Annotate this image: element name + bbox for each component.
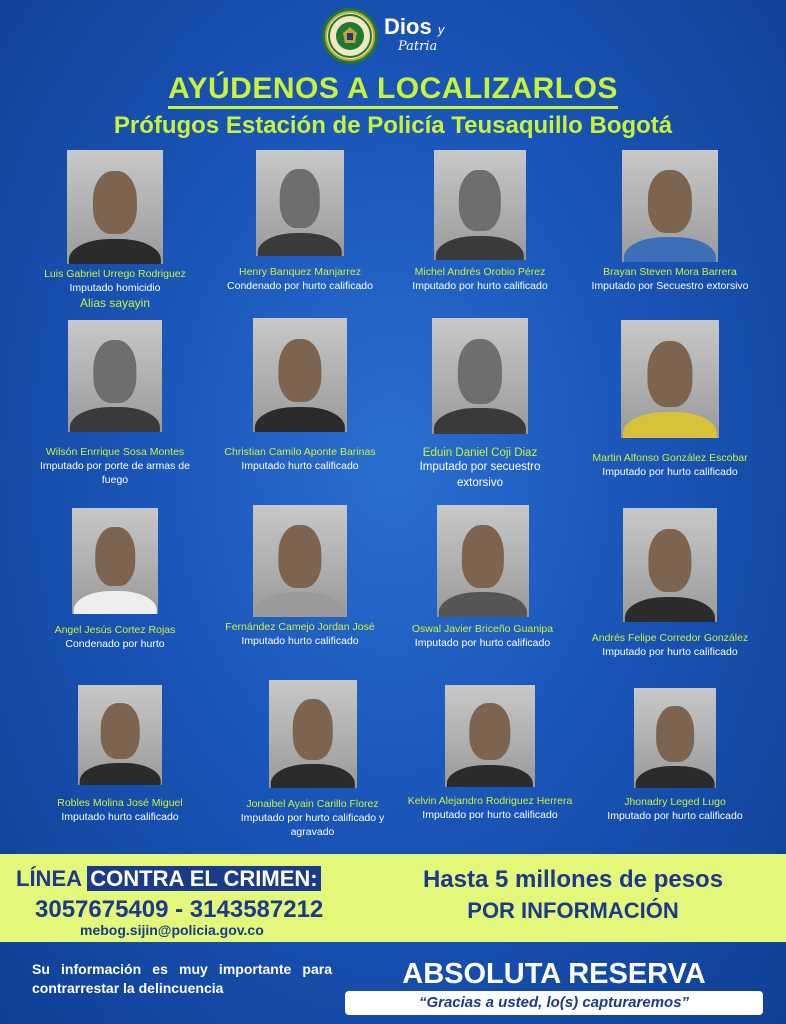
fugitive-charge: Imputado por hurto calificado y agravado [240, 812, 385, 839]
fugitive-photo [622, 150, 718, 262]
fugitive-name: Luis Gabriel Urrego Rodriguez [44, 268, 186, 280]
fugitive-name: Christian Camilo Aponte Barinas [224, 446, 376, 458]
fugitive-charge: Imputado por hurto calificado [602, 646, 738, 659]
fugitive-name: Henry Banquez Manjarrez [239, 266, 361, 278]
fugitive-card [570, 150, 770, 293]
fugitive-charge: Imputado hurto calificado [241, 635, 359, 648]
fugitive-charge: Imputado por hurto calificado [414, 637, 551, 650]
footer-reserva: ABSOLUTA RESERVA [402, 958, 706, 990]
brand-dios: Dios y [384, 14, 445, 39]
fugitive-card [395, 318, 565, 491]
fugitive-name: Robles Molina José Miguel [57, 797, 183, 809]
fugitive-name: Kelvin Alejandro Rodriguez Herrera [407, 795, 573, 807]
fugitive-name: Jonaibel Ayain Carillo Florez [246, 798, 379, 810]
footer-info: Su información es muy importante para contrarrestar la delincuencia [32, 961, 332, 996]
hotline-phones: 3057675409 - 3143587212 [35, 896, 324, 923]
fugitive-photo [437, 505, 529, 617]
fugitive-name: Jhonadry Leged Lugo [624, 796, 726, 808]
fugitive-card [30, 150, 200, 312]
fugitive-photo [78, 685, 162, 785]
fugitive-name: Brayan Steven Mora Barrera [603, 266, 737, 278]
reward-purpose: POR INFORMACIÓN [467, 898, 679, 923]
footer-gracias: “Gracias a usted, lo(s) capturaremos” [345, 991, 763, 1015]
fugitive-name: Martin Alfonso González Escobar [592, 452, 748, 464]
police-seal-icon [322, 8, 378, 64]
brand-patria: Patria [398, 39, 438, 54]
fugitive-card [575, 320, 765, 479]
fugitive-photo [434, 150, 526, 260]
fugitive-charge: Condenado por hurto calificado [227, 280, 373, 293]
reward-amount: Hasta 5 millones de pesos [422, 866, 724, 893]
fugitive-charge: Condenado por hurto [65, 638, 165, 651]
fugitive-card [215, 318, 385, 473]
fugitive-card [215, 150, 385, 293]
fugitive-photo [432, 318, 528, 434]
fugitive-photo [623, 508, 717, 622]
fugitive-card [395, 505, 570, 650]
fugitive-name: Andrés Felipe Corredor González [591, 632, 749, 644]
fugitive-charge: Imputado por hurto calificado [422, 809, 558, 822]
fugitive-photo [68, 320, 162, 432]
hotline-label: LÍNEA CONTRA EL CRIMEN: [16, 866, 321, 892]
fugitive-charge: Imputado por hurto calificado [412, 280, 548, 293]
fugitive-name: Michel Andrés Orobio Pérez [414, 266, 546, 278]
fugitive-photo [621, 320, 719, 438]
fugitive-photo [72, 508, 158, 614]
fugitive-charge: Imputado por secuestro extorsivo [419, 461, 541, 489]
fugitive-photo [445, 685, 535, 787]
page-subtitle: Prófugos Estación de Policía Teusaquillo Bogotá [113, 112, 673, 139]
fugitive-card [220, 680, 405, 839]
fugitive-card [590, 688, 760, 823]
fugitive-card [395, 150, 565, 293]
fugitive-name: Eduin Daniel Coji Diaz [422, 447, 538, 459]
fugitive-photo [253, 505, 347, 617]
fugitive-name: Oswal Javier Briceño Guanipa [411, 623, 554, 635]
contact-email: mebog.sijin@policia.gov.co [80, 922, 264, 938]
fugitive-name: Fernández Camejo Jordan José [225, 621, 375, 633]
fugitive-card [575, 508, 765, 659]
fugitive-card [30, 508, 200, 651]
fugitive-photo [67, 150, 163, 264]
fugitive-charge: Imputado hurto calificado [61, 811, 179, 824]
fugitive-photo [256, 150, 344, 256]
fugitive-charge: Imputado por porte de armas de fuego [39, 460, 190, 487]
page-title: AYÚDENOS A LOCALIZARLOS [0, 72, 786, 106]
fugitive-card [35, 685, 205, 824]
fugitive-charge: Imputado hurto calificado [241, 460, 359, 473]
fugitive-card [30, 320, 200, 487]
fugitive-card [215, 505, 385, 648]
fugitive-name: Wilsón Enrrique Sosa Montes [45, 446, 185, 458]
fugitive-charge: Imputado por Secuestro extorsivo [591, 280, 749, 293]
fugitive-photo [269, 680, 357, 788]
fugitive-charge: Imputado homicidio [69, 282, 161, 295]
header [0, 4, 786, 64]
fugitive-alias: Alias sayayin [79, 296, 151, 311]
fugitive-card [400, 685, 580, 822]
fugitive-charge: Imputado por hurto calificado [607, 810, 743, 823]
fugitive-photo [634, 688, 716, 788]
fugitive-photo [253, 318, 347, 432]
fugitive-charge: Imputado por hurto calificado [602, 466, 738, 479]
fugitive-name: Angel Jesús Cortez Rojas [54, 624, 176, 636]
